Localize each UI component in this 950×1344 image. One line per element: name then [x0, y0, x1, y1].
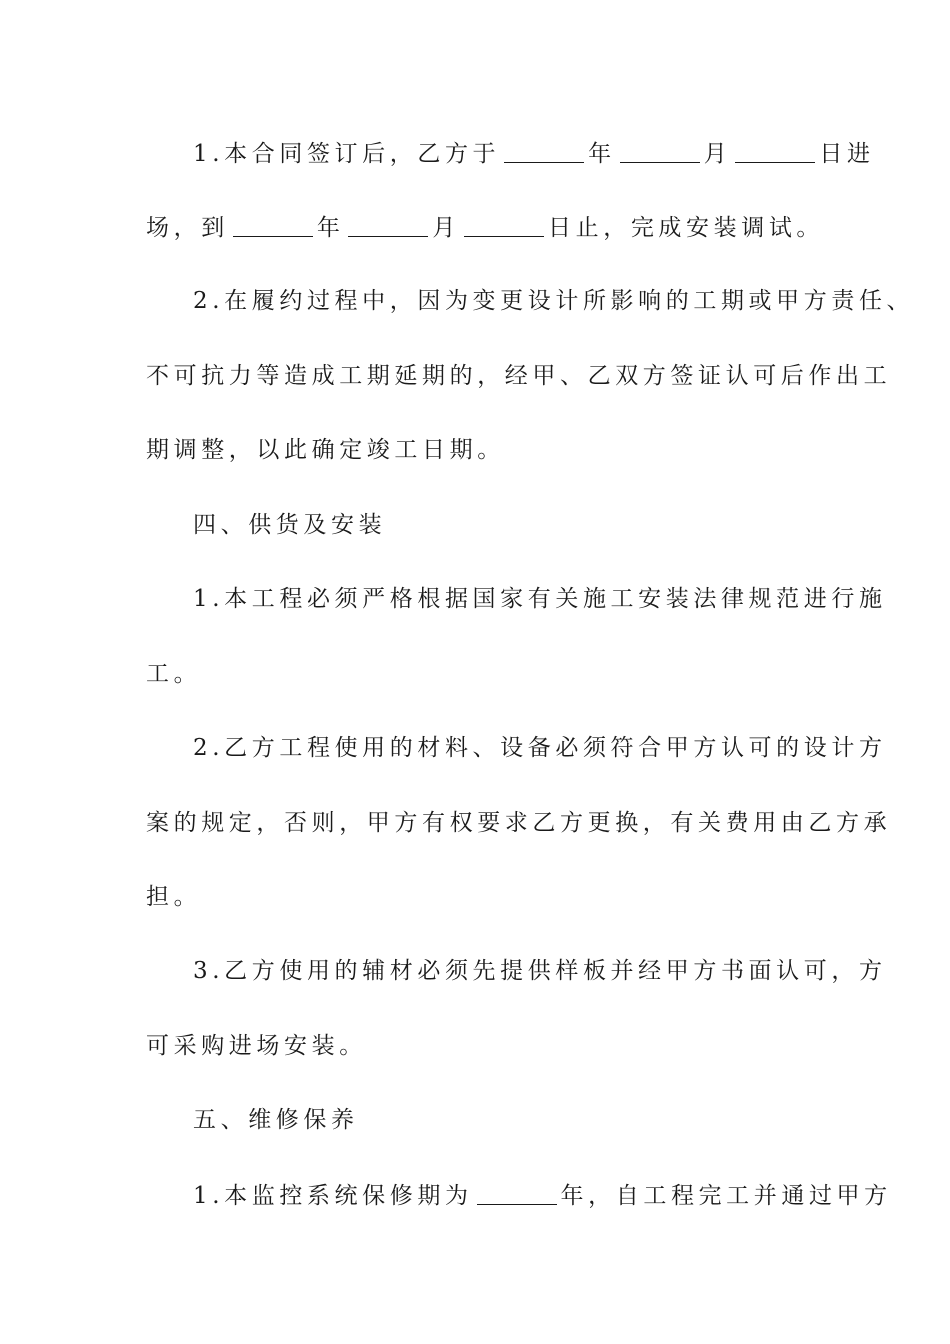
section3-item1-line1: [193, 138, 875, 169]
text-segment: 月: [703, 141, 732, 167]
fill-in-blank-years[interactable]: [477, 1182, 557, 1205]
text-segment: 年: [316, 215, 345, 241]
section4-item2-line3: 担。: [146, 884, 202, 910]
text-segment: 日止，完成安装调试。: [548, 215, 825, 241]
text-segment: 场，到: [146, 215, 229, 241]
fill-in-blank-month[interactable]: [620, 140, 700, 163]
section4-heading: 四、供货及安装: [193, 512, 387, 538]
section5-item1-line1: [193, 1180, 892, 1211]
text-segment: 年，自工程完工并通过甲方: [560, 1183, 892, 1209]
section4-item1-line2: 工。: [146, 661, 202, 687]
section4-item1-line1: 1.本工程必须严格根据国家有关施工安装法律规范进行施: [193, 586, 887, 612]
fill-in-blank-year[interactable]: [233, 214, 313, 237]
section4-item2-line1: 2.乙方工程使用的材料、设备必须符合甲方认可的设计方: [193, 735, 887, 761]
section5-heading: 五、维修保养: [193, 1107, 359, 1133]
section4-item3-line2: 可采购进场安装。: [146, 1033, 367, 1059]
fill-in-blank-year[interactable]: [504, 140, 584, 163]
section4-item2-line2: 案的规定，否则，甲方有权要求乙方更换，有关费用由乙方承: [146, 810, 892, 836]
fill-in-blank-day[interactable]: [464, 214, 544, 237]
section4-item3-line1: 3.乙方使用的辅材必须先提供样板并经甲方书面认可，方: [193, 958, 887, 984]
section3-item1-line2: [146, 212, 824, 243]
text-segment: 年: [588, 141, 616, 167]
text-segment: 日进: [819, 141, 875, 167]
section3-item2-line3: 期调整，以此确定竣工日期。: [146, 437, 505, 463]
section3-item2-line2: 不可抗力等造成工期延期的，经甲、乙双方签证认可后作出工: [146, 363, 892, 389]
fill-in-blank-day[interactable]: [735, 140, 815, 163]
text-segment: 1.本合同签订后，乙方于: [193, 141, 501, 167]
text-segment: 月: [432, 215, 461, 241]
text-segment: 1.本监控系统保修期为: [193, 1183, 473, 1209]
section3-item2-line1: 2.在履约过程中，因为变更设计所影响的工期或甲方责任、: [193, 288, 915, 314]
fill-in-blank-month[interactable]: [348, 214, 428, 237]
